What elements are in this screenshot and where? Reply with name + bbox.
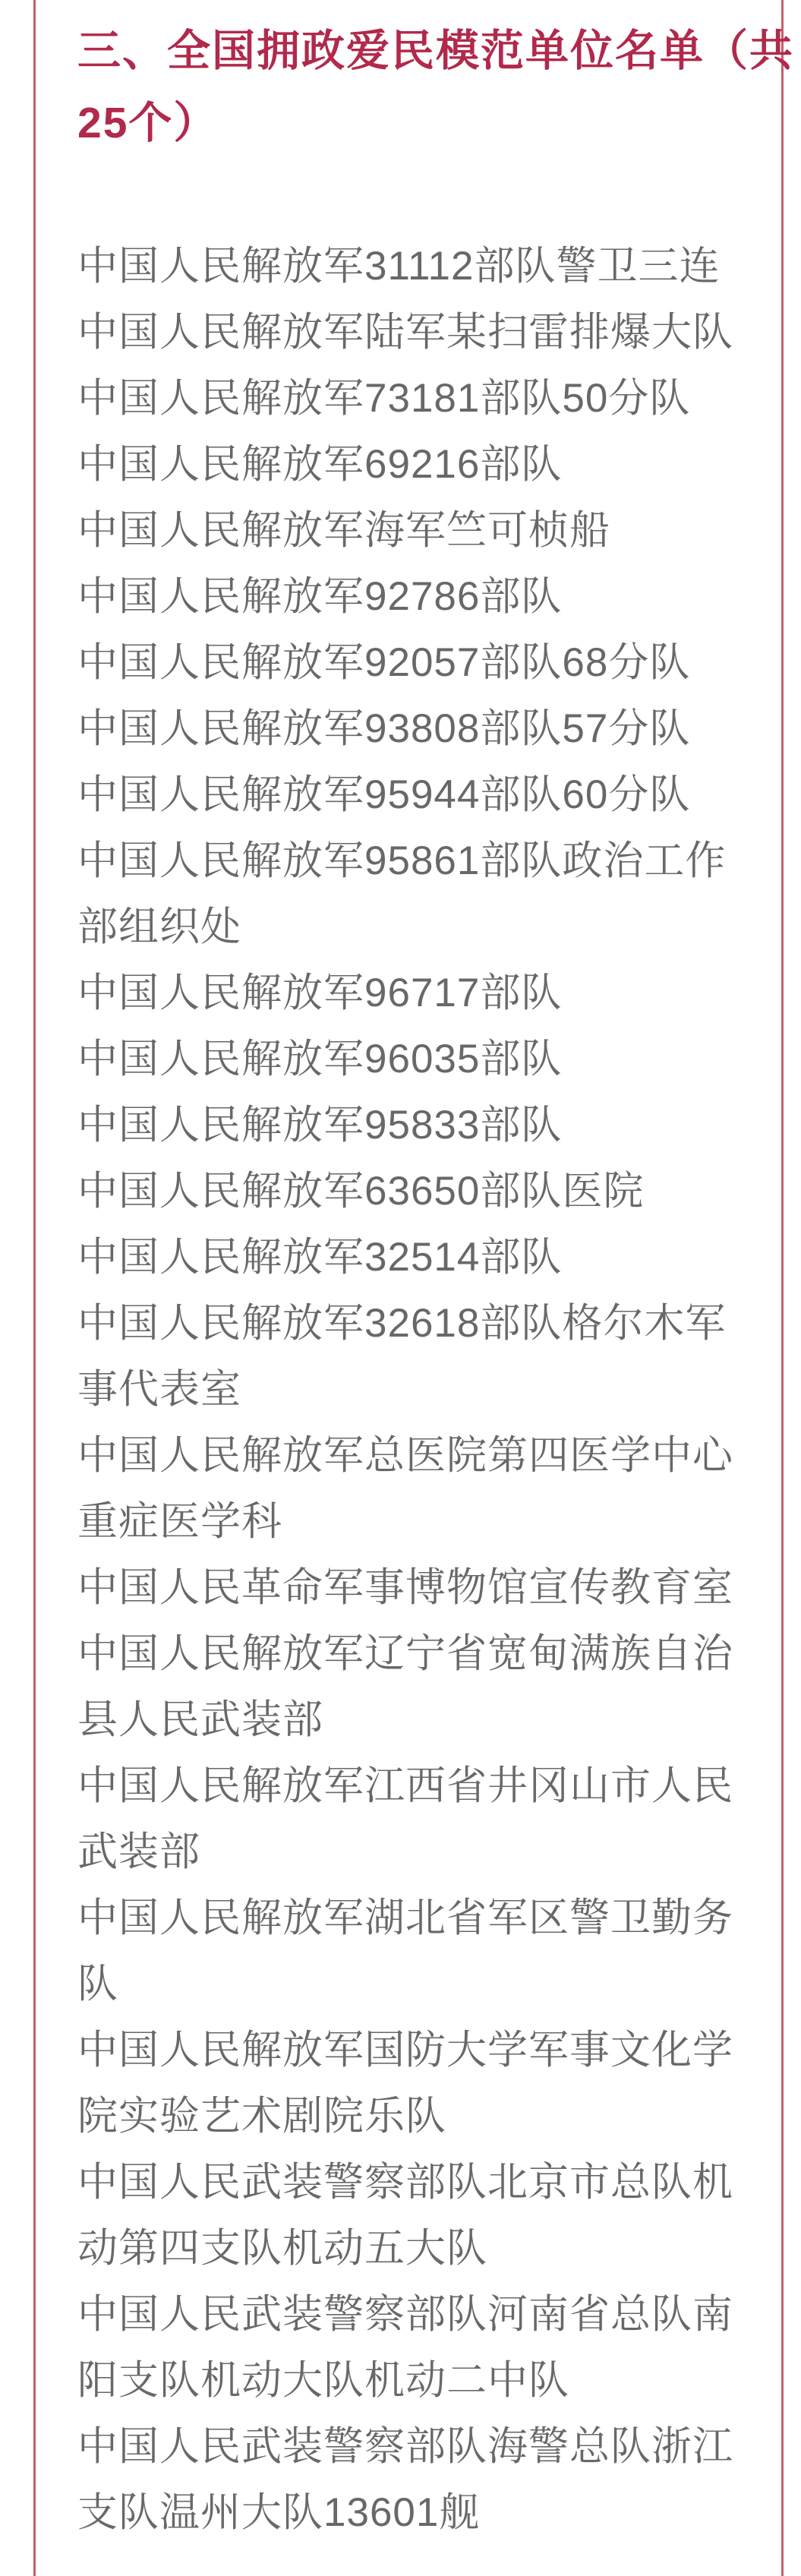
list-item-line: 中国人民解放军92057部队68分队 [77, 640, 691, 685]
list-item-line: 中国人民革命军事博物馆宣传教育室 [77, 1565, 733, 1610]
list-item-line: 中国人民武装警察部队北京市总队机 [77, 2160, 733, 2205]
list-item-line: 中国人民解放军32514部队 [77, 1235, 563, 1280]
list-item [77, 365, 751, 431]
list-item [77, 1621, 751, 1753]
list-item-line: 中国人民解放军63650部队医院 [77, 1169, 645, 1214]
list-item-line: 支队温州大队13601舰 [77, 2490, 481, 2535]
list-item-line: 队 [77, 1962, 118, 2006]
list-item-line: 中国人民解放军江西省井冈山市人民 [77, 1763, 733, 1808]
document-frame [33, 0, 794, 2576]
list-item-line: 事代表室 [77, 1367, 241, 1412]
section-title-line: 25个） [77, 99, 219, 147]
list-item [77, 2017, 751, 2149]
list-item [77, 828, 751, 960]
list-item-line: 中国人民解放军总医院第四医学中心 [77, 1433, 733, 1478]
list-item [77, 1885, 751, 2017]
list-item [77, 630, 751, 696]
list-item [77, 431, 751, 497]
list-item-line: 重症医学科 [77, 1499, 282, 1544]
list-item-line: 中国人民解放军93808部队57分队 [77, 706, 691, 751]
list-item [77, 960, 751, 1026]
list-item [77, 564, 751, 630]
list-item [77, 1092, 751, 1158]
list-item-line: 阳支队机动大队机动二中队 [77, 2358, 569, 2403]
list-item-line: 中国人民武装警察部队河南省总队南 [77, 2292, 733, 2337]
list-item [77, 1158, 751, 1224]
list-item-line: 中国人民解放军32618部队格尔木军 [77, 1301, 727, 1346]
list-item [77, 1555, 751, 1621]
list-item-line: 中国人民解放军国防大学军事文化学 [77, 2028, 733, 2072]
list-item-line: 中国人民解放军96035部队 [77, 1037, 563, 1081]
list-item-line: 中国人民解放军31112部队警卫三连 [77, 244, 721, 289]
list-item-line: 中国人民解放军95861部队政治工作 [77, 838, 727, 883]
unit-list [77, 233, 751, 2546]
list-item [77, 2281, 751, 2413]
list-item [77, 2413, 751, 2546]
list-item-line: 武装部 [77, 1829, 200, 1874]
section-title [77, 15, 794, 159]
list-item-line: 部组织处 [77, 904, 241, 949]
list-item [77, 299, 751, 365]
list-item-line: 中国人民解放军湖北省军区警卫勤务 [77, 1896, 733, 1940]
list-item [77, 1224, 751, 1290]
list-item [77, 497, 751, 564]
list-item [77, 1026, 751, 1092]
list-item-line: 中国人民解放军海军竺可桢船 [77, 508, 610, 553]
list-item [77, 1290, 751, 1422]
list-item-line: 中国人民武装警察部队海警总队浙江 [77, 2424, 733, 2469]
list-item [77, 1422, 751, 1555]
list-item-line: 动第四支队机动五大队 [77, 2226, 487, 2271]
section-title-line: 三、全国拥政爱民模范单位名单（共 [77, 27, 794, 75]
list-item-line: 中国人民解放军陆军某扫雷排爆大队 [77, 310, 733, 355]
list-item-line: 县人民武装部 [77, 1697, 323, 1742]
list-item-line: 中国人民解放军辽宁省宽甸满族自治 [77, 1631, 733, 1676]
list-item-line: 中国人民解放军95944部队60分队 [77, 772, 691, 817]
list-item-line: 中国人民解放军95833部队 [77, 1103, 563, 1148]
list-item-line: 中国人民解放军92786部队 [77, 574, 563, 619]
list-item-line: 院实验艺术剧院乐队 [77, 2094, 446, 2139]
list-item [77, 696, 751, 762]
list-item [77, 762, 751, 828]
list-item-line: 中国人民解放军96717部队 [77, 971, 563, 1015]
list-item [77, 1753, 751, 1885]
list-item-line: 中国人民解放军73181部队50分队 [77, 376, 691, 421]
list-item-line: 中国人民解放军69216部队 [77, 442, 563, 487]
list-item [77, 2149, 751, 2281]
list-item [77, 233, 751, 299]
